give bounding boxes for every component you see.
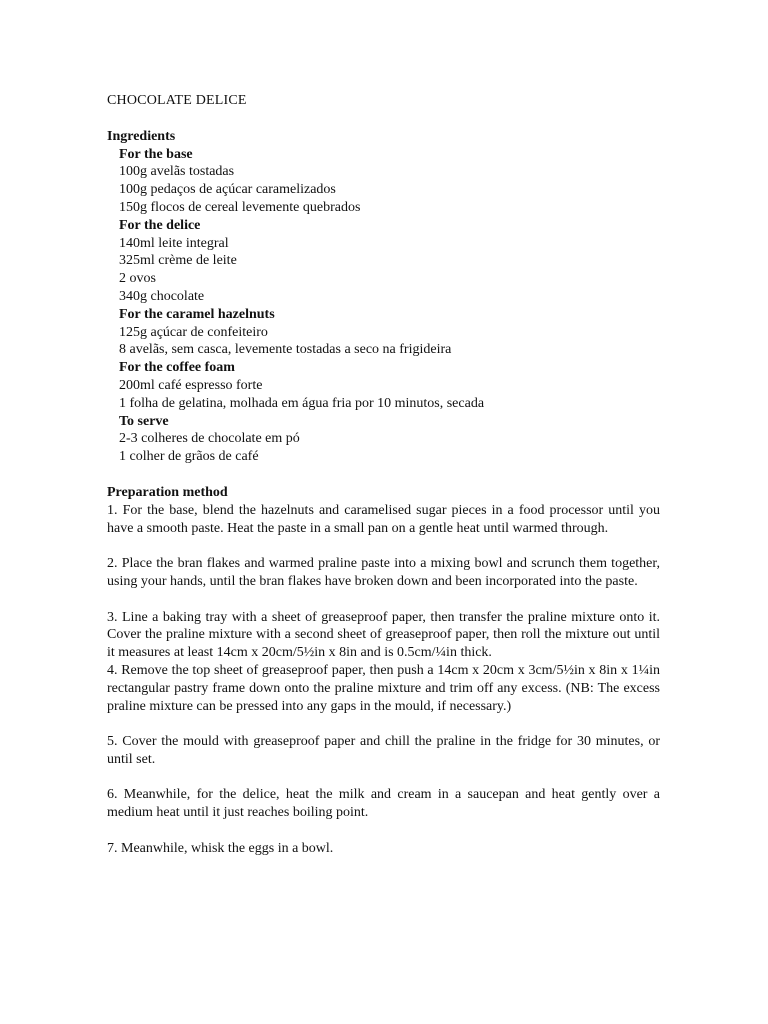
method-step: 4. Remove the top sheet of greaseproof paper, then push a 14cm x 20cm x 3cm/5½in x 8in x 1¼in rectangular pastry frame down onto the praline mixture and trim off any excess. (NB: The excess praline mixture can be pressed into any gaps in the mould, if necessary.) (107, 662, 660, 714)
ingredient-item: 125g açúcar de confeiteiro (119, 324, 268, 340)
ingredient-item: 2 ovos (119, 271, 156, 287)
ingredient-group-heading: For the coffee foam (119, 360, 235, 376)
ingredient-item: 150g flocos de cereal levemente quebrados (119, 199, 361, 215)
ingredient-item: 100g pedaços de açúcar caramelizados (119, 182, 336, 198)
ingredient-item: 100g avelãs tostadas (119, 164, 235, 180)
ingredient-group-heading: For the delice (119, 217, 201, 233)
ingredient-group-heading: For the base (119, 146, 193, 162)
ingredient-item: 1 colher de grãos de café (119, 449, 259, 465)
method-step: 7. Meanwhile, whisk the eggs in a bowl. (107, 840, 334, 856)
ingredient-item: 325ml crème de leite (119, 253, 237, 269)
ingredient-item: 8 avelãs, sem casca, levemente tostadas a seco na frigideira (119, 342, 452, 358)
document-page (107, 92, 660, 875)
ingredient-item: 2-3 colheres de chocolate em pó (119, 431, 300, 447)
ingredient-group-caramel-hazelnuts (107, 306, 660, 359)
ingredient-group-delice (107, 217, 660, 306)
ingredients-section (107, 128, 660, 466)
ingredient-group-base (107, 146, 660, 217)
method-step: 5. Cover the mould with greaseproof paper and chill the praline in the fridge for 30 minutes, or until set. (107, 734, 660, 767)
ingredient-item: 200ml café espresso forte (119, 377, 263, 393)
ingredient-group-heading: For the caramel hazelnuts (119, 306, 275, 322)
ingredients-heading: Ingredients (107, 128, 176, 144)
recipe-title: CHOCOLATE DELICE (107, 93, 247, 108)
method-step: 2. Place the bran flakes and warmed praline paste into a mixing bowl and scrunch them together, using your hands, until the bran flakes have broken down and been incorporated into the paste. (107, 556, 660, 589)
method-heading: Preparation method (107, 484, 228, 500)
ingredient-group-to-serve (107, 413, 660, 466)
ingredient-item: 340g chocolate (119, 288, 205, 304)
ingredient-item: 140ml leite integral (119, 235, 229, 251)
method-step: 3. Line a baking tray with a sheet of greaseproof paper, then transfer the praline mixture onto it. Cover the praline mixture with a second sheet of greaseproof paper, then roll the mixture out until it measures at least 14cm x 20cm/5½in x 8in and is 0.5cm/¼in thick. (107, 609, 660, 661)
method-step: 1. For the base, blend the hazelnuts and caramelised sugar pieces in a food processor until you have a smooth paste. Heat the paste in a small pan on a gentle heat until warmed through. (107, 502, 660, 536)
ingredient-group-heading: To serve (119, 413, 169, 429)
method-section (107, 484, 660, 858)
ingredient-group-coffee-foam (107, 359, 660, 412)
method-step: 6. Meanwhile, for the delice, heat the milk and cream in a saucepan and heat gently over a medium heat until it just reaches boiling point. (107, 787, 660, 821)
ingredient-item: 1 folha de gelatina, molhada em água fria por 10 minutos, secada (119, 395, 485, 411)
